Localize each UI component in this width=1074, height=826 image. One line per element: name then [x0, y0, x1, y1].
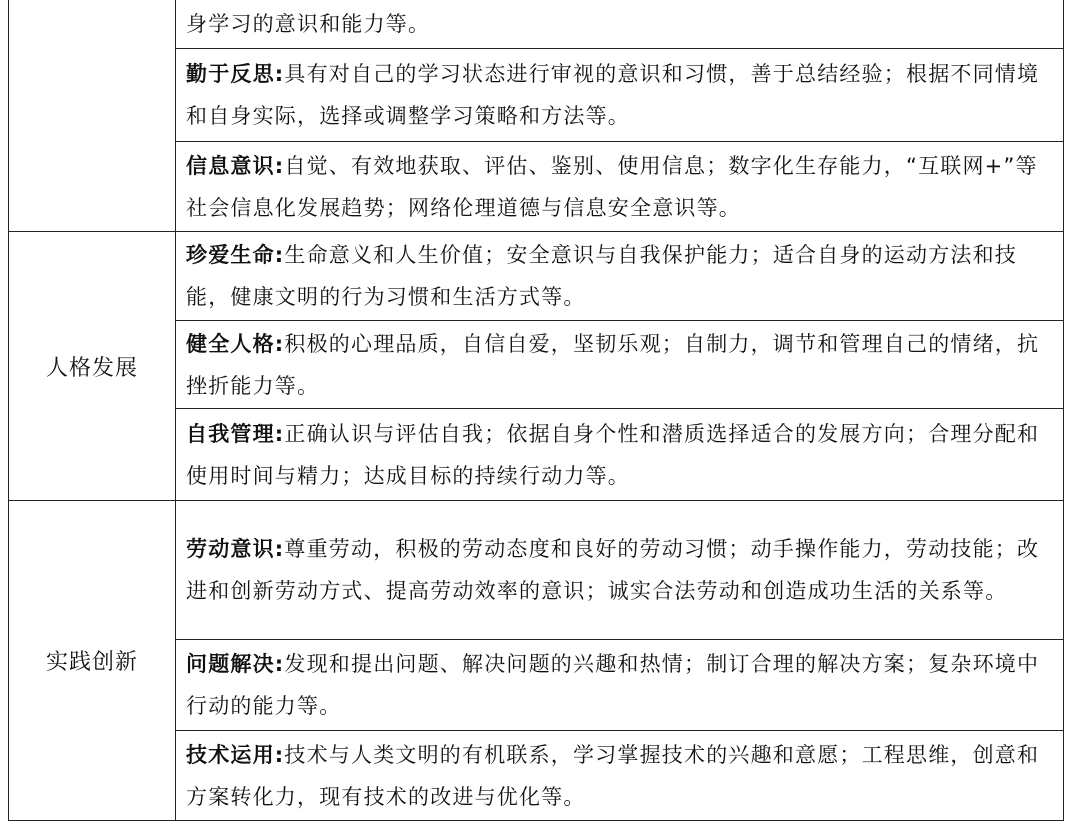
item-term: 问题解决:	[186, 652, 285, 676]
table-row	[9, 0, 1064, 49]
item-description: 身学习的意识和能力等。	[186, 12, 431, 36]
item-term: 劳动意识:	[186, 537, 285, 561]
item-term: 珍爱生命:	[186, 243, 285, 267]
item-description: 自觉、有效地获取、评估、鉴别、使用信息；数字化生存能力，“互联网+”等社会信息化发展趋势；网络伦理道德与信息安全意识等。	[186, 153, 1038, 220]
item-description: 正确认识与评估自我；依据自身个性和潜质选择适合的发展方向；合理分配和使用时间与精力；达成目标的持续行动力等。	[186, 421, 1040, 488]
category-cell-empty	[9, 0, 176, 232]
item-description: 具有对自己的学习状态进行审视的意识和习惯，善于总结经验；根据不同情境和自身实际，选择或调整学习策略和方法等。	[186, 62, 1040, 128]
content-cell	[176, 501, 1064, 640]
content-cell	[176, 232, 1064, 321]
content-cell	[176, 640, 1064, 731]
content-cell	[176, 409, 1064, 501]
item-term: 勤于反思:	[186, 62, 285, 86]
content-cell	[176, 49, 1064, 142]
category-cell-personality: 人格发展	[9, 232, 176, 501]
item-description: 尊重劳动，积极的劳动态度和良好的劳动习惯；动手操作能力，劳动技能；改进和创新劳动方式、提高劳动效率的意识；诚实合法劳动和创造成功生活的关系等。	[186, 537, 1040, 603]
item-description: 生命意义和人生价值；安全意识与自我保护能力；适合自身的运动方法和技能，健康文明的行为习惯和生活方式等。	[186, 243, 1018, 309]
item-term: 自我管理:	[186, 421, 285, 446]
content-cell	[176, 142, 1064, 232]
item-term: 技术运用:	[186, 742, 285, 767]
competency-table	[8, 0, 1064, 821]
table-row	[9, 232, 1064, 321]
item-description: 发现和提出问题、解决问题的兴趣和热情；制订合理的解决方案；复杂环境中行动的能力等。	[186, 652, 1040, 718]
item-description: 积极的心理品质，自信自爱，坚韧乐观；自制力，调节和管理自己的情绪，抗挫折能力等。	[186, 331, 1040, 398]
item-term: 信息意识:	[186, 153, 285, 178]
category-cell-practice: 实践创新	[9, 501, 176, 821]
content-cell	[176, 731, 1064, 821]
item-description: 技术与人类文明的有机联系，学习掌握技术的兴趣和意愿；工程思维，创意和方案转化力，现有技术的改进与优化等。	[186, 742, 1040, 809]
table-row	[9, 501, 1064, 640]
content-cell	[176, 321, 1064, 409]
content-cell	[176, 0, 1064, 49]
item-term: 健全人格:	[186, 331, 285, 356]
